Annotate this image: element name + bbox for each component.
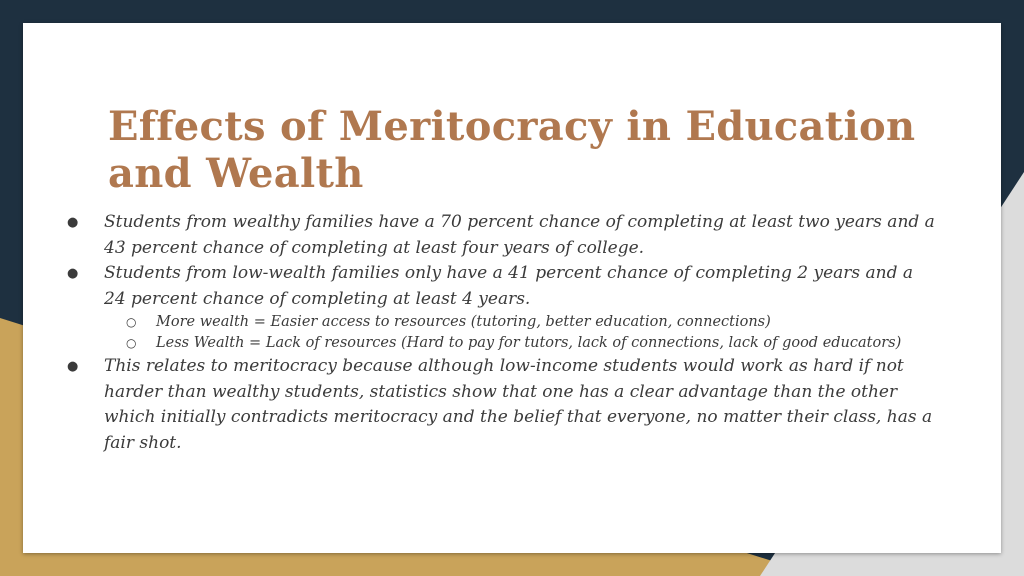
hollow-circle-icon: ○: [126, 315, 137, 329]
sub-bullet-text: Less Wealth = Lack of resources (Hard to pay for tutors, lack of connections, lack of good educators): [156, 335, 902, 351]
sub-bullet-item: [104, 312, 936, 333]
sub-bullet-list: [104, 312, 936, 354]
bullet-text: Students from low-wealth families only have a 41 percent chance of completing 2 years and a 24 percent chance of completing at least 4 years.: [104, 263, 914, 309]
bullet-list: [56, 210, 936, 456]
sub-bullet-item: [104, 333, 936, 354]
hollow-circle-icon: ○: [126, 336, 137, 350]
bullet-dot-icon: ●: [67, 266, 79, 281]
slide-title: Effects of Meritocracy in Education and Wealth: [108, 103, 916, 197]
bullet-dot-icon: ●: [67, 215, 79, 230]
bullet-item: [56, 210, 936, 261]
bullet-text: This relates to meritocracy because although low-income students would work as hard if not harder than wealthy students, statistics show that one has a clear advantage than the other which initially contradicts meritocracy and the belief that everyone, no matter their class, has a fair shot.: [104, 356, 933, 453]
sub-bullet-text: More wealth = Easier access to resources (tutoring, better education, connections): [156, 314, 771, 330]
bullet-text: Students from wealthy families have a 70 percent chance of completing at least two years and a 43 percent chance of completing at least four years of college.: [104, 212, 935, 258]
bullet-dot-icon: ●: [67, 359, 79, 374]
bullet-item: [56, 261, 936, 354]
bullet-item: [56, 354, 936, 456]
slide-card: [23, 23, 1001, 553]
